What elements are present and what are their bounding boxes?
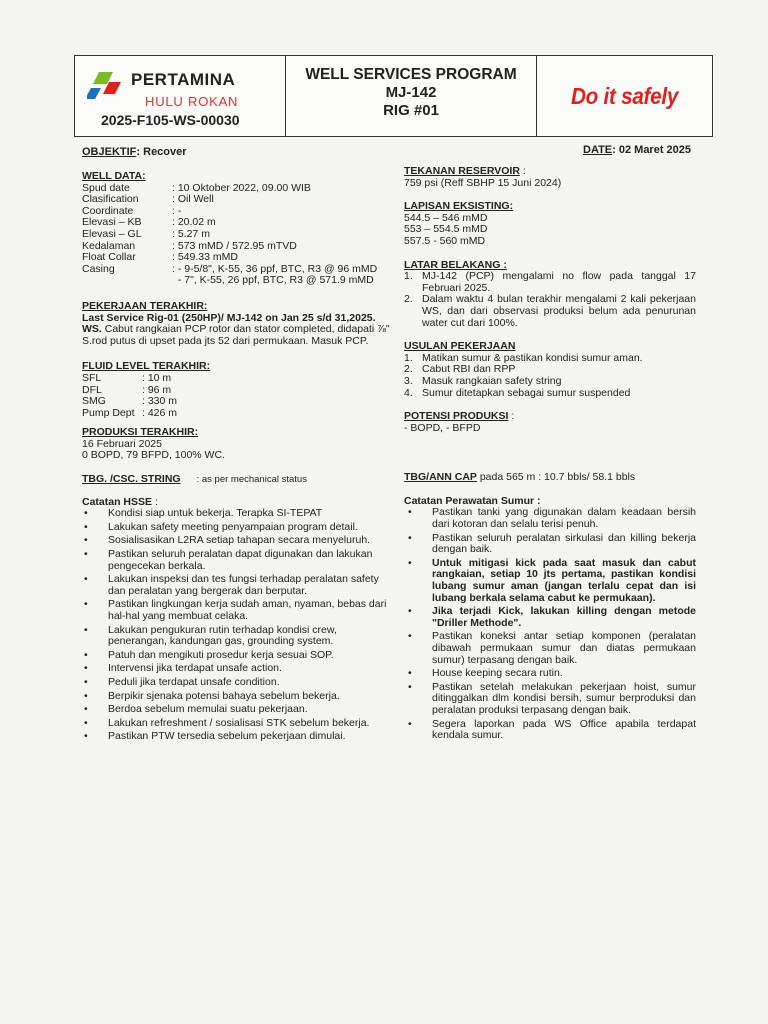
- potensi-colon: :: [508, 410, 515, 423]
- document-header: [74, 55, 713, 137]
- well-data-value: : 20.02 m: [172, 216, 216, 229]
- lapisan-list: [404, 213, 696, 248]
- bullet-icon: •: [408, 630, 412, 643]
- usulan-item-number: 3.: [404, 374, 413, 387]
- tbgann-cap: [404, 472, 696, 484]
- perawatan-item: [404, 719, 696, 742]
- usulan-item: [404, 388, 696, 400]
- bullet-icon: •: [84, 703, 88, 716]
- brand-subtitle: HULU ROKAN: [145, 94, 239, 109]
- tekanan-heading: TEKANAN RESERVOIR: [404, 165, 520, 177]
- well-data-key: Float Collar: [82, 251, 136, 264]
- well-data-key: Elevasi – KB: [82, 216, 142, 229]
- fluid-key: SFL: [82, 371, 102, 384]
- well-data-key: Elevasi – GL: [82, 227, 142, 240]
- brand-name: PERTAMINA: [131, 70, 236, 89]
- well-data-value: : -: [172, 204, 182, 217]
- bullet-icon: •: [84, 675, 88, 688]
- bullet-icon: •: [84, 548, 88, 561]
- perawatan-item-text: Pastikan koneksi antar setiap komponen (peralatan dibawah permukaan sumur dan diatas permukaan sumur) terpasang dengan baik.: [432, 630, 696, 666]
- well-data-row: [82, 275, 392, 287]
- bullet-icon: •: [84, 573, 88, 586]
- well-data-key: [82, 275, 172, 287]
- bullet-icon: •: [84, 598, 88, 611]
- lapisan-item: 553 – 554.5 mMD: [404, 223, 488, 236]
- usulan-item: [404, 376, 696, 388]
- perawatan-item: [404, 533, 696, 556]
- well-data-key: Clasification: [82, 193, 139, 206]
- produksi-date: 16 Februari 2025: [82, 437, 162, 450]
- well-data-key: Kedalaman: [82, 239, 136, 252]
- hsse-item-text: Berpikir sjenaka potensi bahaya sebelum bekerja.: [108, 689, 340, 702]
- hsse-item-text: Pastikan PTW tersedia sebelum pekerjaan dimulai.: [108, 730, 346, 743]
- hsse-item-text: Pastikan seluruh peralatan dapat digunakan dan lakukan pengecekan berkala.: [108, 548, 373, 572]
- latar-list: [404, 271, 696, 329]
- tbg-string: [82, 474, 392, 486]
- well-data-value: : 10 Oktober 2022, 09.00 WIB: [172, 181, 311, 194]
- hsse-colon: :: [152, 495, 158, 508]
- fluid-row: [82, 373, 392, 385]
- usulan-item-text: Cabut RBI dan RPP: [422, 363, 516, 376]
- title-cell: [286, 56, 537, 136]
- fluid-value: : 96 m: [142, 383, 172, 396]
- hsse-item: [80, 549, 392, 572]
- bullet-icon: •: [408, 667, 412, 680]
- tekanan-value: 759 psi (Reff SBHP 15 Juni 2024): [404, 176, 562, 189]
- hsse-item: [80, 718, 392, 730]
- date: [583, 145, 691, 157]
- tekanan-heading-row: [404, 166, 696, 178]
- date-value: : 02 Maret 2025: [612, 144, 692, 156]
- produksi-value: 0 BOPD, 79 BFPD, 100% WC.: [82, 449, 225, 462]
- hsse-item: [80, 574, 392, 597]
- hsse-item-text: Lakukan safety meeting penyampaian program detail.: [108, 520, 358, 533]
- potensi-heading-row: [404, 411, 696, 423]
- potensi-heading: POTENSI PRODUKSI: [404, 410, 509, 423]
- pekerjaan-bold: Last Service Rig-01 (250HP)/ MJ-142 on Jan 25 s/d 31,2025. WS.: [82, 311, 376, 336]
- hsse-heading: Catatan HSSE: [82, 495, 153, 508]
- well-data-value: : 5.27 m: [172, 227, 210, 240]
- hsse-item-text: Sosialisasikan L2RA setiap tahapan secara menyeluruh.: [108, 534, 371, 547]
- potensi-value: - BOPD, - BFPD: [404, 421, 481, 434]
- well-data-value: : 549.33 mMD: [172, 251, 238, 264]
- hsse-item: [80, 650, 392, 662]
- hsse-item-text: Pastikan lingkungan kerja sudah aman, nyaman, bebas dari hal-hal yang membuat celaka.: [108, 598, 387, 622]
- fluid-key: SMG: [82, 395, 106, 408]
- hsse-item-text: Lakukan pengukuran rutin terhadap kondisi crew, penerangan, kandungan gas, grounding system.: [108, 623, 337, 648]
- hsse-item-text: Patuh dan mengikuti prosedur kerja sesuai SOP.: [108, 648, 334, 661]
- tekanan-colon: :: [519, 165, 526, 177]
- bullet-icon: •: [84, 534, 88, 547]
- pekerjaan-text: [82, 313, 392, 348]
- lapisan-item: 557.5 - 560 mMD: [404, 234, 486, 247]
- well-data-value: - 7", K-55, 26 ppf, BTC, R3 @ 571.9 mMD: [172, 274, 374, 287]
- perawatan-item-text: House keeping secara rutin.: [432, 667, 563, 680]
- pekerjaan-heading: PEKERJAAN TERAKHIR:: [82, 299, 208, 312]
- perawatan-item-text: Pastikan tanki yang digunakan dalam keadaan bersih dari kotoran dan selalu terisi penuh.: [432, 506, 696, 531]
- latar-item: [404, 294, 696, 329]
- usulan-item-number: 4.: [404, 386, 413, 399]
- slogan-cell: [537, 56, 712, 136]
- perawatan-item-text: Segera laporkan pada WS Office apabila terdapat kendala sumur.: [432, 717, 696, 742]
- hsse-item-text: Intervensi jika terdapat unsafe action.: [108, 662, 282, 675]
- right-column: [404, 166, 696, 744]
- left-column: [82, 171, 392, 745]
- usulan-heading: USULAN PEKERJAAN: [404, 340, 516, 353]
- logo-cell: [75, 56, 286, 136]
- bullet-icon: •: [408, 531, 412, 544]
- document-number: 2025-F105-WS-00030: [101, 112, 240, 128]
- bullet-icon: •: [84, 662, 88, 675]
- perawatan-item: [404, 631, 696, 666]
- well-data-value: : Oil Well: [172, 193, 214, 206]
- hsse-item-text: Peduli jika terdapat unsafe condition.: [108, 675, 280, 688]
- fluid-row: [82, 408, 392, 420]
- latar-item-text: MJ-142 (PCP) mengalami no flow pada tanggal 17 Februari 2025.: [422, 270, 696, 294]
- well-data-heading: WELL DATA:: [82, 170, 146, 182]
- well-data-key: Casing: [82, 262, 115, 275]
- perawatan-heading: Catatan Perawatan Sumur :: [404, 494, 541, 507]
- fluid-key: Pump Dept: [82, 406, 135, 419]
- bullet-icon: •: [408, 506, 412, 519]
- hsse-item: [80, 663, 392, 675]
- fluid-value: : 330 m: [142, 395, 178, 408]
- hsse-list: [80, 508, 392, 743]
- bullet-icon: •: [408, 556, 412, 569]
- well-data-table: [82, 183, 392, 287]
- fluid-table: [82, 373, 392, 419]
- hsse-item: [80, 508, 392, 520]
- perawatan-item-text: Jika terjadi Kick, lakukan killing dengan metode "Driller Methode".: [432, 605, 696, 629]
- bullet-icon: •: [84, 689, 88, 702]
- bullet-icon: •: [84, 730, 88, 743]
- lapisan-item: 544.5 – 546 mMD: [404, 211, 488, 224]
- usulan-item-number: 2.: [404, 363, 413, 376]
- program-title: WELL SERVICES PROGRAM: [305, 66, 517, 83]
- hsse-item: [80, 535, 392, 547]
- usulan-item-text: Sumur ditetapkan sebagai sumur suspended: [422, 386, 631, 399]
- latar-item: [404, 271, 696, 294]
- well-data-row: [82, 229, 392, 241]
- hsse-item-text: Berdoa sebelum memulai suatu pekerjaan.: [108, 703, 308, 716]
- well-name: MJ-142: [385, 84, 437, 101]
- well-data-key: Spud date: [82, 181, 130, 194]
- bullet-icon: •: [84, 716, 88, 729]
- bullet-icon: •: [84, 623, 88, 636]
- hsse-item: [80, 704, 392, 716]
- fluid-row: [82, 396, 392, 408]
- produksi-heading: PRODUKSI TERAKHIR:: [82, 426, 199, 439]
- hsse-item-text: Lakukan inspeksi dan tes fungsi terhadap peralatan safety dan peralatan yang bergerak dan berputar.: [108, 573, 379, 597]
- objektif-label: OBJEKTIF: [82, 146, 137, 158]
- hsse-item: [80, 731, 392, 743]
- perawatan-item: [404, 682, 696, 717]
- safety-slogan: Do it safely: [570, 82, 679, 109]
- perawatan-item: [404, 507, 696, 530]
- tbgann-value: pada 565 m : 10.7 bbls/ 58.1 bbls: [476, 471, 636, 484]
- hsse-item: [80, 677, 392, 689]
- hsse-item: [80, 691, 392, 703]
- date-label: DATE: [583, 144, 613, 156]
- latar-item-text: Dalam waktu 4 bulan terakhir mengalami 2 kali pekerjaan WS, dan dari observasi produksi belum ada penurunan water cut dari 100%.: [422, 293, 696, 329]
- bullet-icon: •: [84, 648, 88, 661]
- tbgann-label: TBG/ANN CAP: [404, 471, 477, 484]
- perawatan-item: [404, 558, 696, 604]
- bullet-icon: •: [408, 680, 412, 693]
- perawatan-item: [404, 668, 696, 680]
- hsse-item: [80, 522, 392, 534]
- perawatan-item-text: Untuk mitigasi kick pada saat masuk dan cabut rangkaian, setiap 10 jts pertama, pastikan kondisi lubang sumur aman (jangan terlalu cepat dan isi lubang berkala selama cabut ke permukaan).: [432, 556, 696, 604]
- well-data-key: Coordinate: [82, 204, 134, 217]
- objektif-value: : Recover: [136, 146, 187, 158]
- bullet-icon: •: [84, 507, 88, 520]
- pertamina-logo-icon: [87, 66, 123, 100]
- fluid-value: : 10 m: [142, 371, 172, 384]
- well-data-value: : 573 mMD / 572.95 mTVD: [172, 239, 297, 252]
- usulan-item-text: Matikan sumur & pastikan kondisi sumur aman.: [422, 351, 643, 364]
- perawatan-item-text: Pastikan setelah melakukan pekerjaan hoist, sumur ditinggalkan dlm kondisi bersih, sumur berproduksi dan peralatan produksi terpasang dengan baik.: [432, 680, 696, 716]
- hsse-item-text: Kondisi siap untuk bekerja. Terapka SI-TEPAT: [108, 507, 323, 520]
- bullet-icon: •: [84, 520, 88, 533]
- usulan-list: [404, 353, 696, 399]
- fluid-row: [82, 385, 392, 397]
- latar-heading: LATAR BELAKANG :: [404, 258, 507, 271]
- well-data-value: : - 9-5/8", K-55, 36 ppf, BTC, R3 @ 96 mMD: [172, 262, 378, 275]
- tbg-label: TBG. /CSC. STRING: [82, 473, 181, 486]
- perawatan-item: [404, 606, 696, 629]
- hsse-item: [80, 599, 392, 622]
- pekerjaan-body: Cabut rangkaian PCP rotor dan stator completed, didapati ⅞" S.rod putus di upset pada jts 52 dari permukaan. Masuk PCP.: [82, 323, 390, 347]
- objektif: [82, 147, 187, 159]
- usulan-item-text: Masuk rangkaian safety string: [422, 374, 562, 387]
- perawatan-item-text: Pastikan seluruh peralatan sirkulasi dan killing bekerja dengan baik.: [432, 531, 696, 556]
- latar-item-number: 2.: [404, 293, 413, 306]
- latar-item-number: 1.: [404, 270, 413, 283]
- usulan-item-number: 1.: [404, 351, 413, 364]
- fluid-value: : 426 m: [142, 406, 178, 419]
- bullet-icon: •: [408, 605, 412, 618]
- bullet-icon: •: [408, 717, 412, 730]
- fluid-heading: FLUID LEVEL TERAKHIR:: [82, 360, 211, 373]
- tbg-value: : as per mechanical status: [196, 474, 307, 486]
- well-data-row: [82, 252, 392, 264]
- hsse-item: [80, 625, 392, 648]
- hsse-item-text: Lakukan refreshment / sosialisasi STK sebelum bekerja.: [108, 716, 370, 729]
- lapisan-heading: LAPISAN EKSISTING:: [404, 200, 514, 213]
- rig-name: RIG #01: [383, 102, 439, 119]
- perawatan-list: [404, 507, 696, 741]
- fluid-key: DFL: [82, 383, 102, 396]
